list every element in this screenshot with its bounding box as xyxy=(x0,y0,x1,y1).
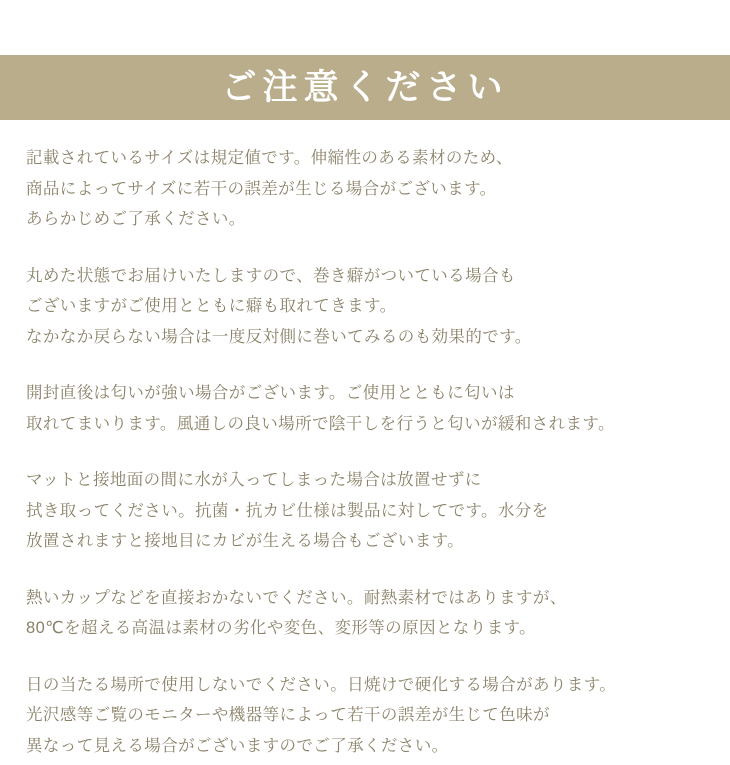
notice-line: 放置されますと接地目にカビが生える場合もございます。 xyxy=(26,532,465,551)
notice-paragraph xyxy=(26,583,716,644)
notice-line: あらかじめご了承ください。 xyxy=(26,210,246,229)
notice-line: なかなか戻らない場合は一度反対側に巻いてみるのも効果的です。 xyxy=(26,327,532,346)
page-title: ご注意ください xyxy=(221,68,509,107)
notice-line: ございますがご使用とともに癖も取れてきます。 xyxy=(26,297,397,316)
notice-line: マットと接地面の間に水が入ってしまった場合は放置せずに xyxy=(26,471,482,490)
notice-paragraph xyxy=(26,670,716,762)
notice-line: 記載されているサイズは規定値です。伸縮性のある素材のため、 xyxy=(26,149,513,167)
notice-header-band xyxy=(0,55,730,120)
notice-body xyxy=(26,143,716,761)
notice-line: 丸めた状態でお届けいたしますので、巻き癖がついている場合も xyxy=(26,266,516,285)
notice-line: 取れてまいります。風通しの良い場所で陰干しを行うと匂いが緩和されます。 xyxy=(26,414,615,433)
notice-line: 80℃を超える高温は素材の劣化や変色、変形等の原因となります。 xyxy=(26,619,536,638)
notice-line: 熱いカップなどを直接おかないでください。耐熱素材ではありますが、 xyxy=(26,588,567,607)
notice-line: 異なって見える場合がございますのでご了承ください。 xyxy=(26,736,449,755)
notice-paragraph xyxy=(26,143,716,235)
notice-line: 光沢感等ご覧のモニターや機器等によって若干の誤差が生じて色味が xyxy=(26,706,550,725)
notice-paragraph xyxy=(26,465,716,557)
notice-line: 商品によってサイズに若干の誤差が生じる場合がございます。 xyxy=(26,179,497,198)
notice-line: 開封直後は匂いが強い場合がございます。ご使用とともに匂いは xyxy=(26,384,515,403)
notice-line: 日の当たる場所で使用しないでください。日焼けで硬化する場合があります。 xyxy=(26,675,617,694)
notice-paragraph xyxy=(26,261,716,353)
notice-paragraph xyxy=(26,378,716,439)
notice-line: 拭き取ってください。抗菌・抗カビ仕様は製品に対してです。水分を xyxy=(26,501,549,520)
